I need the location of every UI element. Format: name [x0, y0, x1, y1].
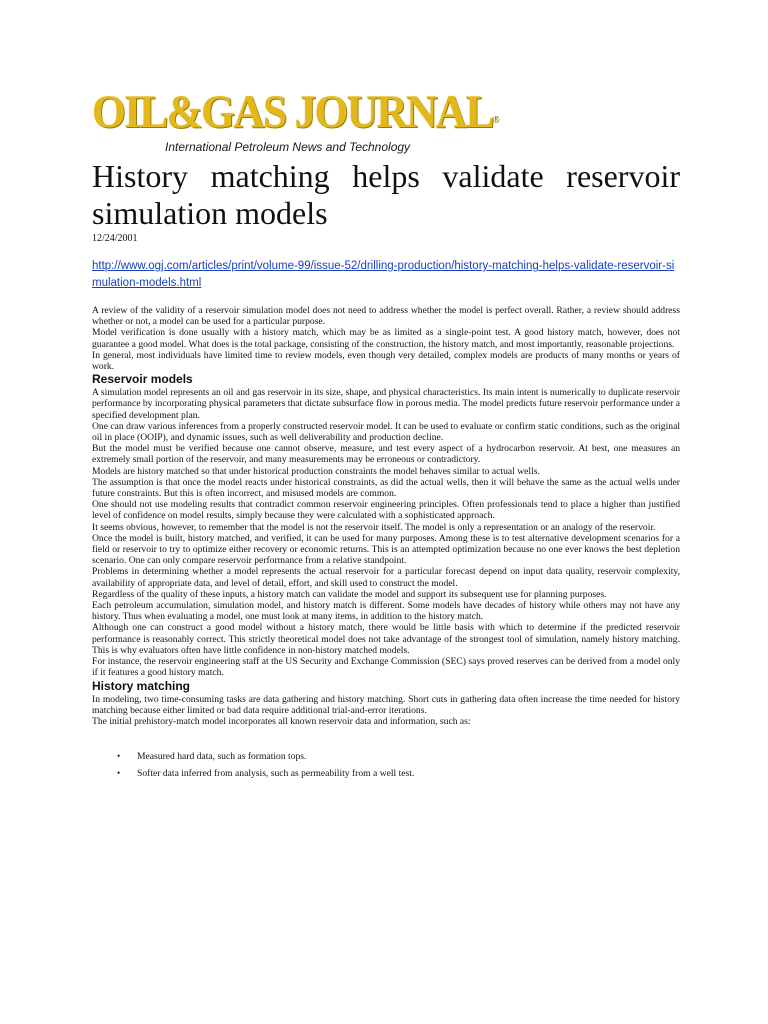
paragraph: In general, most individuals have limited time to review models, even though very detailed, complex models are products of many months or years of work. — [92, 349, 680, 373]
paragraph: Once the model is built, history matched, and verified, it can be used for many purposes. Among these is to test alternative development scenarios for a field or reservoir to try to optimize either recovery or economic returns. This is an attempted optimization because no one ever knows the best depletion scenario. One can only compare reservoir performance from a relative standpoint. — [92, 532, 680, 567]
paragraph: Models are history matched so that under historical production constraints the model behaves similar to actual wells. — [92, 465, 540, 477]
logo-text: OIL&GAS JOURNAL — [92, 86, 493, 138]
paragraph: The assumption is that once the model reacts under historical constraints, as did the actual wells, then it will behave the same as the actual wells under future constraints. But this is often incorrect, and misused models are common. — [92, 476, 680, 500]
article-title: History matching helps validate reservoir simulation models — [92, 158, 680, 231]
paragraph: Problems in determining whether a model represents the actual reservoir for a particular forecast depend on input data quality, reservoir complexity, availability of appropriate data, and level of detail, effort, and skill used to construct the model. — [92, 566, 680, 589]
paragraph: Regardless of the quality of these inputs, a history match can validate the model and support its subsequent use for planning purposes. — [92, 588, 607, 600]
paragraph: It seems obvious, however, to remember that the model is not the reservoir itself. The model is only a representation or an analogy of the reservoir. — [92, 521, 656, 533]
paragraph: Although one can construct a good model without a history match, there would be little basis with which to determine if the predicted reservoir performance is reasonably correct. This strictly theoretical model does not take advantage of the strongest tool of simulation, namely history matching. This is why evaluators often have little confidence in non-history matched models. — [92, 622, 680, 656]
paragraph: A simulation model represents an oil and gas reservoir in its size, shape, and physical characteristics. Its main intent is numerically to duplicate reservoir performance by incorporating physical parameters that dictate subsurface flow in porous media. The model predicts future reservoir performance under a specified development plan. — [92, 387, 681, 421]
document-page — [92, 86, 680, 782]
paragraph: One should not use modeling results that contradict common reservoir engineering principles. Often professionals tend to place a higher than justified level of confidence on model results, simply because they were calculated with a sophisticated approach. — [92, 499, 680, 522]
journal-tagline: International Petroleum News and Technology — [165, 140, 411, 154]
bullet-icon: • — [117, 768, 121, 779]
paragraph: One can draw various inferences from a properly constructed reservoir model. It can be used to evaluate or confirm static conditions, such as the original oil in place (OOIP), and dynamic issues, such as well deliverability and production decline. — [92, 420, 680, 444]
bullet-list — [92, 748, 680, 782]
paragraph: The initial prehistory-match model incorporates all known reservoir data and information, such as: — [92, 715, 471, 727]
paragraph: For instance, the reservoir engineering staff at the US Security and Exchange Commission (SEC) says proved reserves can be derived from a model only if it features a good history match. — [92, 656, 680, 679]
journal-logo — [92, 86, 639, 136]
list-item — [92, 765, 680, 782]
logo-registered-mark: ® — [492, 115, 500, 126]
paragraph: A review of the validity of a reservoir simulation model does not need to address whether the model is perfect overall. Rather, a review should address whether or not, a model can be used for a particular purpose. — [92, 305, 680, 328]
article-date: 12/24/2001 — [92, 233, 138, 244]
section-heading-history-matching: History matching — [92, 678, 191, 693]
section-heading-reservoir-models: Reservoir models — [92, 372, 193, 387]
list-item-text: Measured hard data, such as formation tops. — [137, 751, 307, 763]
paragraph: But the model must be verified because one cannot observe, measure, and test every aspect of a hydrocarbon reservoir. At best, one measures an extremely small portion of the reservoir, and many measurements may be erroneous or contradictory. — [92, 443, 680, 466]
paragraph: In modeling, two time-consuming tasks are data gathering and history matching. Short cuts in gathering data often increase the time needed for history matching because either limited or bad data require additional trial-and-error iterations. — [92, 693, 680, 716]
bullet-icon: • — [117, 751, 121, 762]
list-item-text: Softer data inferred from analysis, such as permeability from a well test. — [137, 768, 415, 780]
article-url-link[interactable]: http://www.ogj.com/articles/print/volume-99/issue-52/drilling-production/history-matching-helps-validate-reservoir-simulation-models.html — [92, 260, 675, 289]
paragraph: Model verification is done usually with a history match, which may be as limited as a single-point test. A good history match, however, does not guarantee a good model. What does is the total package, consisting of the construction, the history match, and most importantly, reasonable projections. — [92, 327, 680, 350]
paragraph: Each petroleum accumulation, simulation model, and history match is different. Some models have decades of history while others may not have any history. Thus when evaluating a model, one must look at many items, in addition to the history match. — [92, 600, 680, 623]
article-body — [92, 305, 680, 727]
list-item — [92, 748, 680, 765]
